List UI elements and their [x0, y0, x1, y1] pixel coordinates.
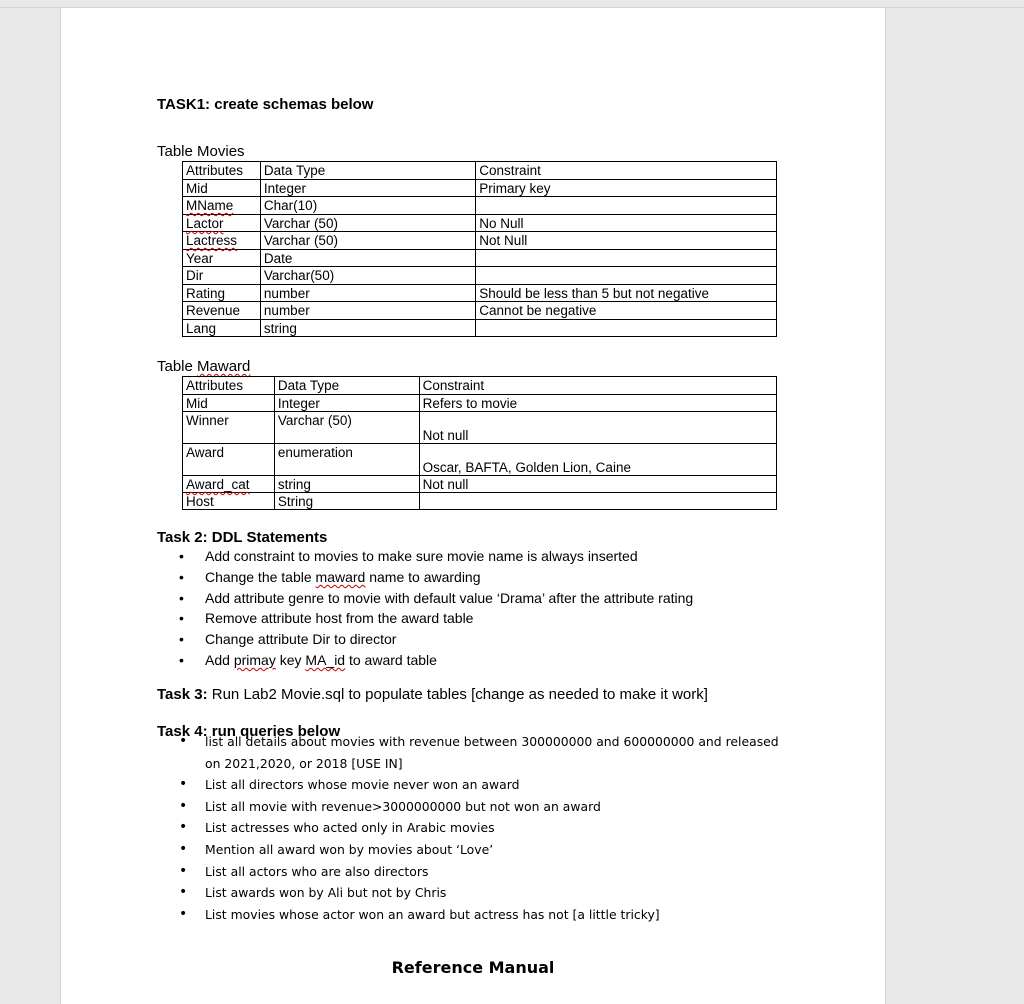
table-cell [476, 320, 777, 337]
table-cell: Varchar (50) [260, 215, 475, 232]
list-item: • List all movie with revenue>3000000000 but not won an award [157, 796, 795, 818]
table-cell: Rating [183, 285, 261, 302]
table-row [183, 395, 777, 412]
table-row [183, 493, 777, 510]
table-cell [419, 493, 776, 510]
table-cell [476, 250, 777, 267]
table-cell: Attributes [183, 162, 261, 180]
table-cell: Varchar (50) [274, 412, 419, 444]
list-item: • List actresses who acted only in Arabic movies [157, 817, 795, 839]
table-row [183, 197, 777, 215]
task2-heading: Task 2: DDL Statements [157, 529, 328, 546]
table-cell: Mid [183, 395, 275, 412]
table-cell: Host [183, 493, 275, 510]
table-cell: enumeration [274, 444, 419, 476]
list-item: • Change attribute Dir to director [157, 629, 693, 650]
table-cell: Winner [183, 412, 275, 444]
table-row [183, 180, 777, 197]
table-cell: Year [183, 250, 261, 267]
task4-heading: Task 4: run queries below [157, 723, 341, 740]
list-item: • List all directors whose movie never won an award [157, 774, 795, 796]
table-cell: String [274, 493, 419, 510]
table-cell: Attributes [183, 377, 275, 395]
table-cell: Mid [183, 180, 261, 197]
list-item: • Change the table maward name to awarding [157, 567, 693, 588]
table-row [183, 412, 777, 444]
task3-text: Run Lab2 Movie.sql to populate tables [change as needed to make it work] [207, 686, 708, 703]
table-cell [476, 267, 777, 285]
table-cell: Data Type [260, 162, 475, 180]
table-cell: Should be less than 5 but not negative [476, 285, 777, 302]
table-row [183, 285, 777, 302]
table-maward-caption [157, 358, 250, 375]
table-cell [476, 197, 777, 215]
table-cell: Date [260, 250, 475, 267]
table-cell: MName [183, 197, 261, 215]
table-cell: string [260, 320, 475, 337]
table-movies-caption: Table Movies [157, 143, 245, 160]
task4-list [157, 731, 795, 925]
list-item: • Remove attribute host from the award table [157, 608, 693, 629]
table-row [183, 377, 777, 395]
table-cell: Not null [419, 412, 776, 444]
table-row [183, 267, 777, 285]
table-row [183, 302, 777, 320]
table-cell: Not null [419, 476, 776, 493]
table-cell: Cannot be negative [476, 302, 777, 320]
table-cell: Not Null [476, 232, 777, 250]
maward-schema-table [182, 376, 777, 510]
reference-manual-heading: Reference Manual [391, 958, 555, 977]
table-cell: Varchar(50) [260, 267, 475, 285]
table-cell: Oscar, BAFTA, Golden Lion, Caine [419, 444, 776, 476]
list-item: • list all details about movies with revenue between 300000000 and 600000000 and released on 2021,2020, or 2018 [USE IN] [157, 731, 795, 774]
table-cell: Award [183, 444, 275, 476]
caption-table-name: Maward [197, 358, 251, 375]
document-page [60, 8, 886, 1004]
table-cell: string [274, 476, 419, 493]
list-item: • Add primay key MA_id to award table [157, 650, 693, 671]
table-cell: Varchar (50) [260, 232, 475, 250]
table-cell: No Null [476, 215, 777, 232]
table-cell: Lang [183, 320, 261, 337]
list-item: • Add attribute genre to movie with default value ‘Drama’ after the attribute rating [157, 588, 693, 609]
table-row [183, 444, 777, 476]
task3-line [157, 686, 708, 703]
table-cell: Integer [274, 395, 419, 412]
caption-prefix: Table [157, 358, 198, 375]
table-cell: Dir [183, 267, 261, 285]
table-cell: Constraint [476, 162, 777, 180]
table-cell: Revenue [183, 302, 261, 320]
table-cell: Data Type [274, 377, 419, 395]
movies-schema-table [182, 161, 777, 337]
table-cell: number [260, 302, 475, 320]
table-cell: Lactress [183, 232, 261, 250]
list-item: • List all actors who are also directors [157, 861, 795, 883]
table-cell: Award_cat [183, 476, 275, 493]
table-cell: Integer [260, 180, 475, 197]
task1-title: TASK1: create schemas below [157, 96, 374, 113]
table-cell: Constraint [419, 377, 776, 395]
table-row [183, 162, 777, 180]
table-row [183, 215, 777, 232]
table-row [183, 232, 777, 250]
table-cell: Lactor [183, 215, 261, 232]
table-cell: Char(10) [260, 197, 475, 215]
task2-list [157, 546, 693, 671]
table-row [183, 476, 777, 493]
list-item: • List movies whose actor won an award but actress has not [a little tricky] [157, 904, 795, 926]
table-cell: Primary key [476, 180, 777, 197]
list-item: • Mention all award won by movies about ‘Love’ [157, 839, 795, 861]
table-cell: Refers to movie [419, 395, 776, 412]
list-item: • List awards won by Ali but not by Chris [157, 882, 795, 904]
list-item: • Add constraint to movies to make sure movie name is always inserted [157, 546, 693, 567]
table-row [183, 320, 777, 337]
task3-label: Task 3: [157, 686, 208, 703]
table-cell: number [260, 285, 475, 302]
table-row [183, 250, 777, 267]
